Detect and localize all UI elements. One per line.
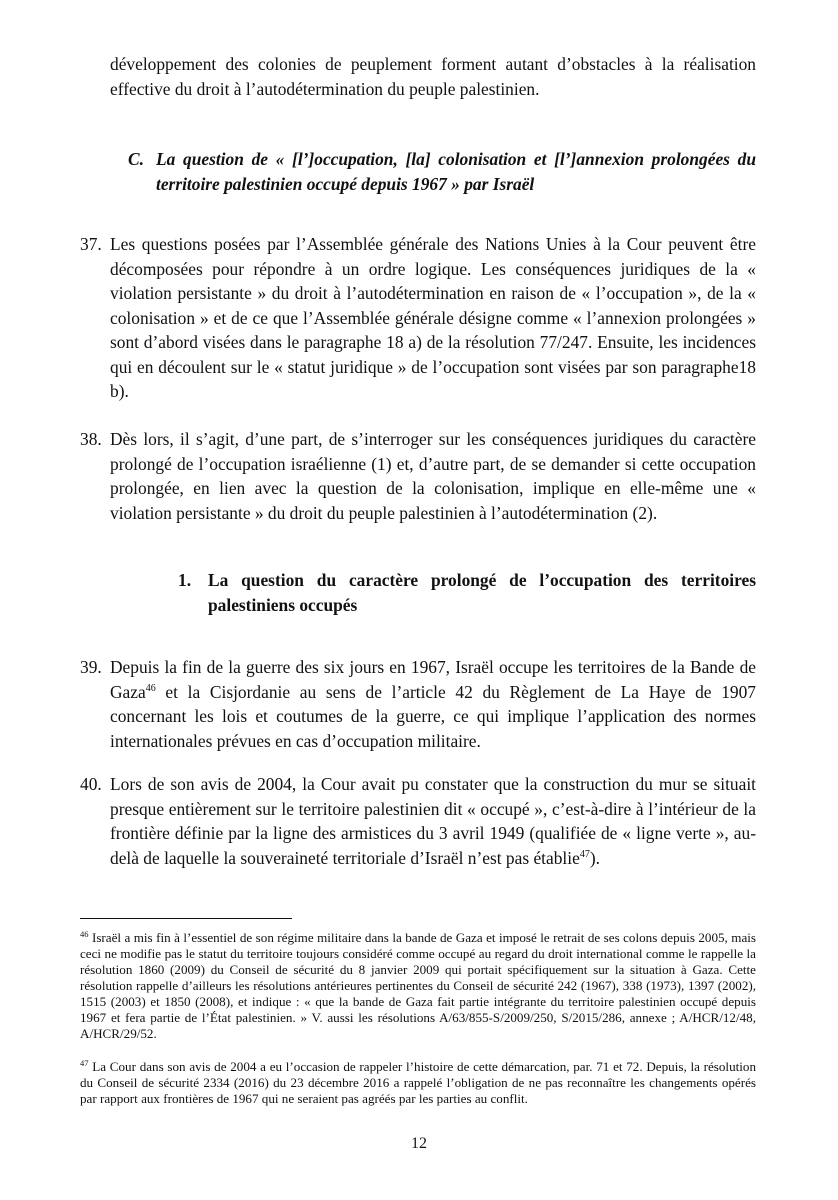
paragraph-number: 38. [80,429,102,449]
paragraph-text: Les questions posées par l’Assemblée générale des Nations Unies à la Cour peuvent être décomposées pour répondre à un ordre logique. Les conséquences juridiques de la « violation persistante » du droit à l’autodétermination en raison de « l’occupation », de la « colonisation » et de ce que l’Assemblée générale désigne comme « l’annexion prolongées » sont d’abord visées dans le paragraphe 18 a) de la résolution 77/247. Ensuite, les incidences qui en découlent sur le « statut juridique » de l’occupation sont visées par son paragraphe18 b). [110,234,756,401]
footnote-47 [80,1059,756,1107]
subsection-heading-title: La question du caractère prolongé de l’occupation des territoires palestiniens occupés [208,570,756,615]
section-heading-label: C. [128,149,144,169]
page-number: 12 [411,1135,427,1152]
paragraph-text-part: Lors de son avis de 2004, la Cour avait pu constater que la construction du mur se situait presque entièrement sur le territoire palestinien dit « occupé », c’est-à-dire à l’intérieur de la frontière définie par la ligne des armistices du 3 avril 1949 (qualifiée de « ligne verte », au-delà de laquelle la souveraineté territoriale d’Israël n’est pas établie [110,774,756,868]
section-heading-title: La question de « [l’]occupation, [la] colonisation et [l’]annexion prolongées du territoire palestinien occupé depuis 1967 » par Israël [156,149,756,194]
footnote-text: Israël a mis fin à l’essentiel de son régime militaire dans la bande de Gaza et imposé le retrait de ses colons depuis 2005, mais ceci ne modifie pas le statut du territoire toujours considéré comme occupé au regard du droit international comme le rappelle la résolution 1860 (2009) du Conseil de sécurité du 8 janvier 2009 qui portait spécifiquement sur la situation à Gaza. Cette résolution rappelle d’ailleurs les résolutions antérieures pertinentes du Conseil de sécurité 242 (1967), 338 (1973), 1397 (2002), 1515 (2003) et 1850 (2008), et indique : « que la bande de Gaza fait partie intégrante du territoire palestinien occupé depuis 1967 et fera partie de l’État palestinien. » V. aussi les résolutions A/63/855-S/2009/250, S/2015/286, annexe ; A/HCR/12/48, A/HCR/29/52. [80,930,756,1041]
paragraph-number: 40. [80,774,102,794]
paragraph-text-part: ). [589,847,600,868]
subsection-heading-1 [178,568,756,617]
paragraph-number: 37. [80,234,102,254]
footnote-ref-46[interactable]: 46 [145,682,156,694]
paragraph-text-part: Depuis la fin de la guerre des six jours en 1967, Israël occupe les territoires de la Bande de Gaza [110,657,756,702]
footnote-46 [80,930,756,1042]
paragraph-39 [80,655,756,753]
paragraph-number: 39. [80,657,102,677]
footnote-text: La Cour dans son avis de 2004 a eu l’occasion de rappeler l’histoire de cette démarcation, par. 71 et 72. Depuis, la résolution du Conseil de sécurité 2334 (2016) du 23 décembre 2016 a rappelé l’obligation de ne pas reconnaître les changements opérés par rapport aux frontières de 1967 qui ne seraient pas agréés par les parties au conflit. [80,1059,756,1106]
footnote-number: 46 [80,929,89,939]
footnote-separator [80,918,292,919]
paragraph-text: Dès lors, il s’agit, d’une part, de s’interroger sur les conséquences juridiques du caractère prolongé de l’occupation israélienne (1) et, d’autre part, de se demander si cette occupation prolongée, en lien avec la question de la colonisation, implique en elle-même une « violation persistante » du droit du peuple palestinien à l’autodétermination (2). [110,429,756,523]
section-heading-c [128,147,756,196]
paragraph-text-part: et la Cisjordanie au sens de l’article 42 du Règlement de La Haye de 1907 concernant les lois et coutumes de la guerre, ce qui implique l’application des normes internationales prévues en cas d’occupation militaire. [110,681,756,751]
intro-paragraph: développement des colonies de peuplement forment autant d’obstacles à la réalisation effective du droit à l’autodétermination du peuple palestinien. [110,54,756,99]
paragraph-text [110,772,756,870]
paragraph-37 [80,232,756,404]
paragraph-38 [80,427,756,525]
footnote-number: 47 [80,1058,89,1068]
footnote-ref-47[interactable]: 47 [579,848,590,860]
subsection-heading-label: 1. [178,570,192,590]
paragraph-40 [80,772,756,870]
paragraph-text [110,655,756,753]
